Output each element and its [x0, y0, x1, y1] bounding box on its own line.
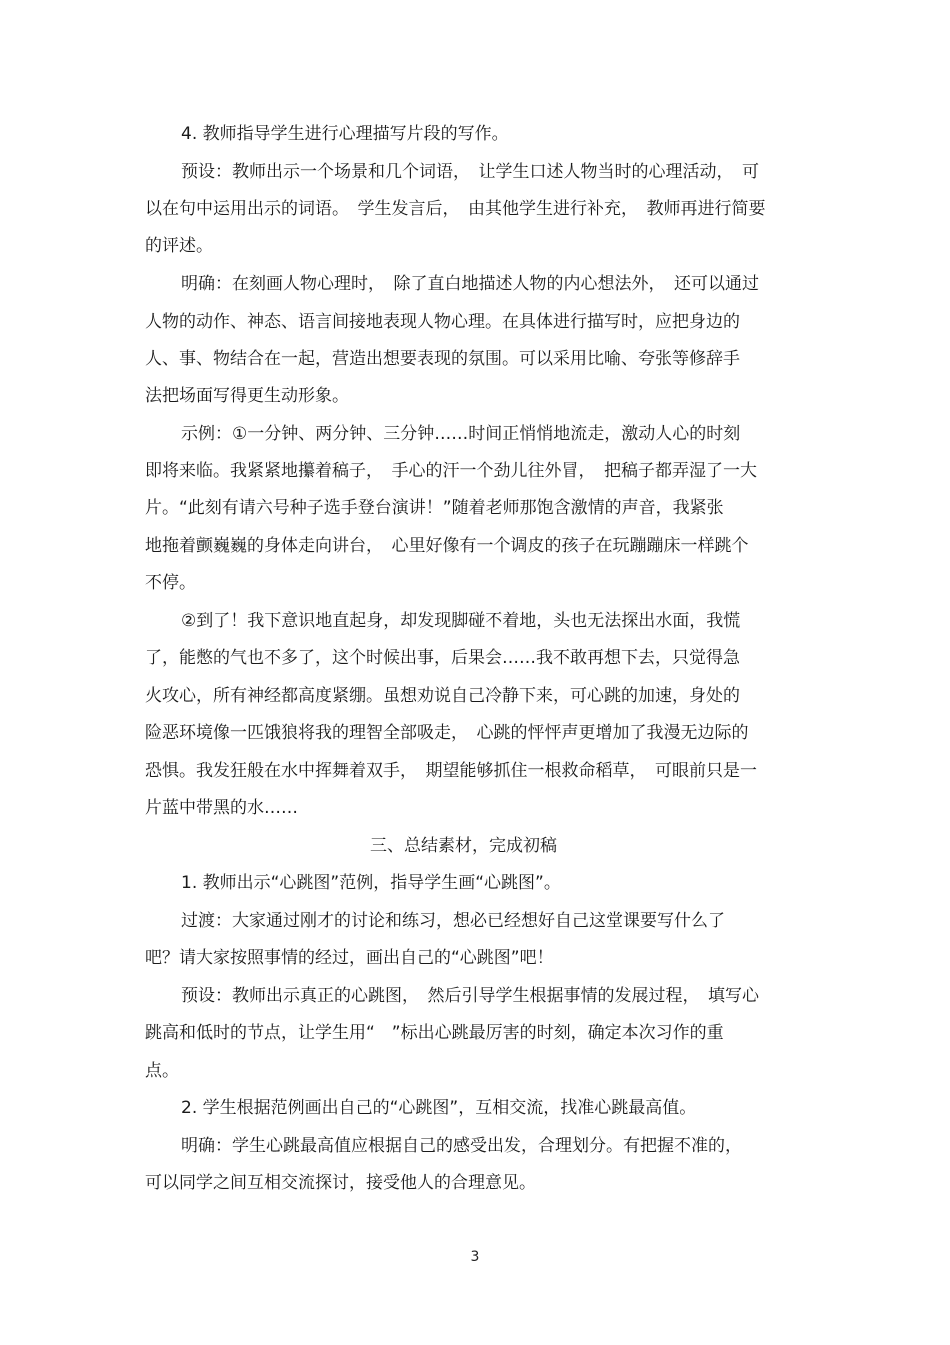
- text-line: 可以同学之间互相交流探讨，接受他人的合理意见。: [145, 1173, 536, 1193]
- text-line: 4. 教师指导学生进行心理描写片段的写作。: [181, 124, 509, 144]
- text-line: 了，能憋的气也不多了，这个时候出事，后果会……我不敢再想下去，只觉得急: [145, 648, 740, 668]
- text-line: 险恶环境像一匹饿狼将我的理智全部吸走， 心跳的怦怦声更增加了我漫无边际的: [145, 723, 749, 743]
- text-line: 1. 教师出示“心跳图”范例，指导学生画“心跳图”。: [181, 873, 561, 893]
- text-line: 即将来临。我紧紧地攥着稿子， 手心的汗一个劲儿往外冒， 把稿子都弄湿了一大: [145, 461, 757, 481]
- text-line: 过渡：大家通过刚才的讨论和练习，想必已经想好自己这堂课要写什么了: [181, 911, 725, 931]
- text-line: ②到了！我下意识地直起身，却发现脚碰不着地，头也无法探出水面，我慌: [181, 611, 741, 631]
- text-line: 地拖着颤巍巍的身体走向讲台， 心里好像有一个调皮的孩子在玩蹦蹦床一样跳个: [145, 536, 749, 556]
- text-line: 2. 学生根据范例画出自己的“心跳图”，互相交流，找准心跳最高值。: [181, 1098, 697, 1118]
- text-line: 火攻心，所有神经都高度紧绷。虽想劝说自己冷静下来，可心跳的加速，身处的: [145, 686, 740, 706]
- text-line: 吧？请大家按照事情的经过，画出自己的“心跳图”吧！: [145, 948, 554, 968]
- text-line: 示例：①一分钟、两分钟、三分钟……时间正悄悄地流走，激动人心的时刻: [181, 424, 741, 444]
- text-line: 的评述。: [145, 236, 213, 256]
- page-number: 3: [470, 1249, 480, 1265]
- text-line: 预设：教师出示真正的心跳图， 然后引导学生根据事情的发展过程， 填写心: [181, 986, 759, 1006]
- text-line: 预设：教师出示一个场景和几个词语， 让学生口述人物当时的心理活动， 可: [181, 162, 759, 182]
- text-line: 跳高和低时的节点，让学生用“ ”标出心跳最厉害的时刻，确定本次习作的重: [145, 1023, 724, 1043]
- text-line: 明确：在刻画人物心理时， 除了直白地描述人物的内心想法外， 还可以通过: [181, 274, 759, 294]
- text-line: 不停。: [145, 573, 196, 593]
- text-line: 人物的动作、神态、语言间接地表现人物心理。在具体进行描写时，应把身边的: [145, 312, 740, 332]
- text-line: 片。“此刻有请六号种子选手登台演讲！”随着老师那饱含激情的声音，我紧张: [145, 498, 724, 518]
- text-line: 点。: [145, 1061, 179, 1081]
- text-line: 法把场面写得更生动形象。: [145, 386, 349, 406]
- text-line: 片蓝中带黑的水……: [145, 798, 298, 818]
- text-line: 恐惧。我发狂般在水中挥舞着双手， 期望能够抓住一根救命稻草， 可眼前只是一: [145, 761, 757, 781]
- text-line: 明确：学生心跳最高值应根据自己的感受出发，合理划分。有把握不准的，: [181, 1136, 742, 1156]
- text-line: 以在句中运用出示的词语。 学生发言后， 由其他学生进行补充， 教师再进行简要: [145, 199, 766, 219]
- text-line: 人、事、物结合在一起，营造出想要表现的氛围。可以采用比喻、夸张等修辞手: [145, 349, 740, 369]
- section-heading: 三、总结素材，完成初稿: [370, 836, 557, 856]
